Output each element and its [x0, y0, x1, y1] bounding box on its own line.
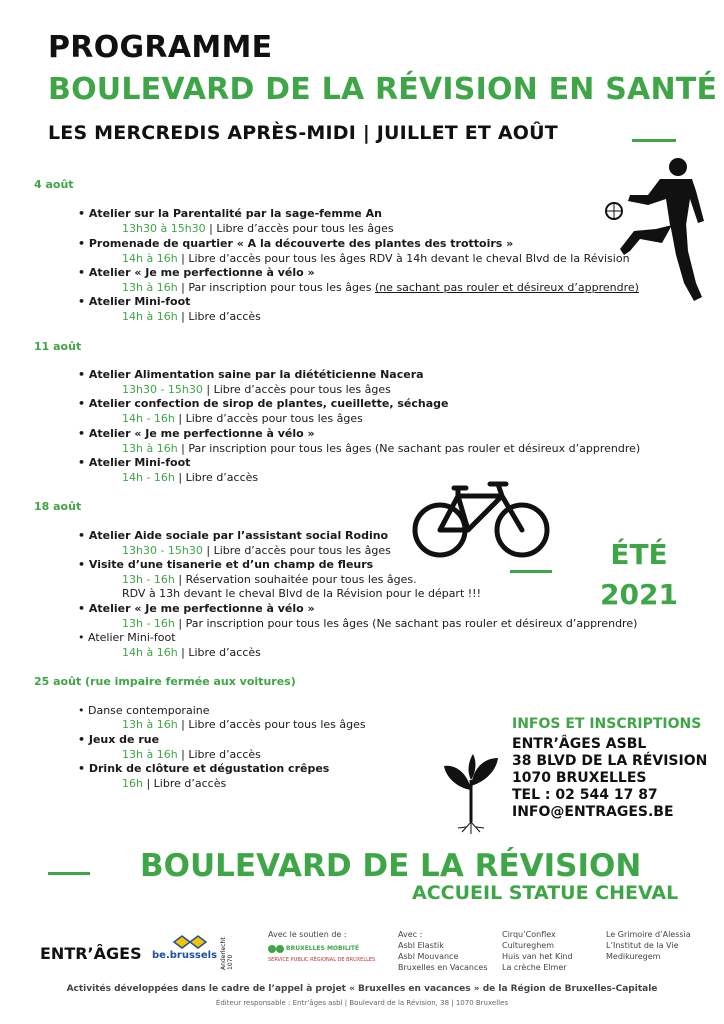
- list-item: • Drink de clôture et dégustation crêpes: [78, 762, 329, 775]
- location-subtitle: ACCUEIL STATUE CHEVAL: [412, 882, 679, 904]
- list-item: • Atelier Mini-foot: [78, 631, 176, 644]
- partners-label: Avec :: [398, 930, 423, 939]
- item-detail: 13h - 16h | Par inscription pour tous les âges (Ne sachant pas rouler et désireux d’apprendre): [122, 617, 638, 630]
- contact-phone: TEL : 02 544 17 87: [512, 787, 658, 803]
- partner: Le Grimoire d’Alessia: [606, 930, 691, 939]
- contact-address: 38 BLVD DE LA RÉVISION: [512, 753, 708, 769]
- item-detail: 16h | Libre d’accès: [122, 777, 227, 790]
- season-label: ÉTÉ: [610, 538, 668, 571]
- item-detail: 13h à 16h | Libre d’accès pour tous les âges: [122, 718, 366, 731]
- item-detail: 14h à 16h | Libre d’accès: [122, 310, 261, 323]
- list-item: • Atelier « Je me perfectionne à vélo »: [78, 266, 315, 279]
- partner: L’Institut de la Vie: [606, 941, 679, 950]
- item-detail: 13h à 16h | Par inscription pour tous les âges (Ne sachant pas rouler et désireux d’apprendre): [122, 442, 641, 455]
- footer-publisher: Éditeur responsable : Entr’âges asbl | Boulevard de la Révision, 38 | 1070 Bruxelles: [215, 999, 509, 1007]
- footer-note: Activités développées dans le cadre de l’appel à projet « Bruxelles en vacances » de la Région de Bruxelles-Capitale: [66, 984, 658, 994]
- date-heading: 11 août: [34, 340, 82, 353]
- list-item: • Visite d’une tisanerie et d’un champ de fleurs: [78, 558, 373, 571]
- contact-city: 1070 BRUXELLES: [512, 770, 647, 786]
- season-year: 2021: [600, 578, 678, 611]
- list-item: • Atelier « Je me perfectionne à vélo »: [78, 427, 315, 440]
- season-divider: [510, 570, 552, 573]
- header-divider: [632, 139, 676, 142]
- list-item: • Promenade de quartier « A la découverte des plantes des trottoirs »: [78, 237, 513, 250]
- be-brussels-logo: be.brussels: [152, 950, 218, 961]
- list-item: • Danse contemporaine: [78, 704, 210, 717]
- list-item: • Jeux de rue: [78, 733, 159, 746]
- list-item: • Atelier Mini-foot: [78, 456, 190, 469]
- item-detail: 13h30 à 15h30 | Libre d’accès pour tous les âges: [122, 222, 394, 235]
- location-title: BOULEVARD DE LA RÉVISION: [140, 848, 642, 884]
- mobilite-logo: BRUXELLES MOBILITÉ: [286, 945, 360, 952]
- list-item: • Atelier sur la Parentalité par la sage-femme An: [78, 207, 382, 220]
- item-detail: 13h30 - 15h30 | Libre d’accès pour tous les âges: [122, 383, 391, 396]
- item-detail: 14h - 16h | Libre d’accès pour tous les âges: [122, 412, 363, 425]
- partner: La crèche Elmer: [502, 963, 567, 972]
- partner: Medikuregem: [606, 952, 661, 961]
- partner: Asbl Elastik: [398, 941, 444, 950]
- date-heading: 25 août (rue impaire fermée aux voitures): [34, 675, 296, 688]
- item-detail: 13h à 16h | Libre d’accès: [122, 748, 261, 761]
- partner: Bruxelles en Vacances: [398, 963, 488, 972]
- list-item: • Atelier Mini-foot: [78, 295, 190, 308]
- item-detail: 13h - 16h | Réservation souhaitée pour tous les âges.: [122, 573, 417, 586]
- support-label: Avec le soutien de :: [268, 930, 347, 939]
- entrages-logo: ENTR’ÂGES: [40, 944, 142, 963]
- list-item: • Atelier Aide sociale par l’assistant social Rodino: [78, 529, 388, 542]
- anderlecht-logo: Anderlecht 1070: [220, 937, 234, 970]
- contact-email: INFO@ENTRAGES.BE: [512, 804, 674, 820]
- page-subtitle: BOULEVARD DE LA RÉVISION EN SANTÉ: [48, 72, 718, 107]
- date-heading: 18 août: [34, 500, 82, 513]
- mobilite-icon: [268, 944, 284, 954]
- partner: Asbl Mouvance: [398, 952, 459, 961]
- contact-org: ENTR’ÂGES ASBL: [512, 736, 647, 752]
- page-tagline: LES MERCREDIS APRÈS-MIDI | JUILLET ET AOÛT: [48, 122, 558, 144]
- list-item: • Atelier confection de sirop de plantes, cueillette, séchage: [78, 397, 448, 410]
- be-brussels-icon: [172, 934, 208, 950]
- item-detail: 14h - 16h | Libre d’accès: [122, 471, 259, 484]
- mobilite-sub: SERVICE PUBLIC RÉGIONAL DE BRUXELLES: [268, 957, 376, 963]
- sprout-icon: [440, 752, 502, 836]
- date-heading: 4 août: [34, 178, 74, 191]
- partner: Cultureghem: [502, 941, 554, 950]
- list-item: • Atelier Alimentation saine par la diététicienne Nacera: [78, 368, 424, 381]
- partner: Huis van het Kind: [502, 952, 573, 961]
- list-item: • Atelier « Je me perfectionne à vélo »: [78, 602, 315, 615]
- page-title: PROGRAMME: [48, 30, 273, 65]
- item-detail: 14h à 16h | Libre d’accès: [122, 646, 261, 659]
- contact-heading: INFOS ET INSCRIPTIONS: [512, 716, 702, 732]
- item-detail: 13h30 - 15h30 | Libre d’accès pour tous les âges: [122, 544, 391, 557]
- partner: Cirqu’Conflex: [502, 930, 556, 939]
- location-divider: [48, 872, 90, 875]
- item-detail: 14h à 16h | Libre d’accès pour tous les âges RDV à 14h devant le cheval Blvd de la Révision: [122, 252, 630, 265]
- item-detail-extra: RDV à 13h devant le cheval Blvd de la Révision pour le départ !!!: [122, 587, 481, 600]
- bicycle-icon: [410, 478, 552, 560]
- item-detail: 13h à 16h | Par inscription pour tous les âges (ne sachant pas rouler et désireux d’apprendre): [122, 281, 639, 294]
